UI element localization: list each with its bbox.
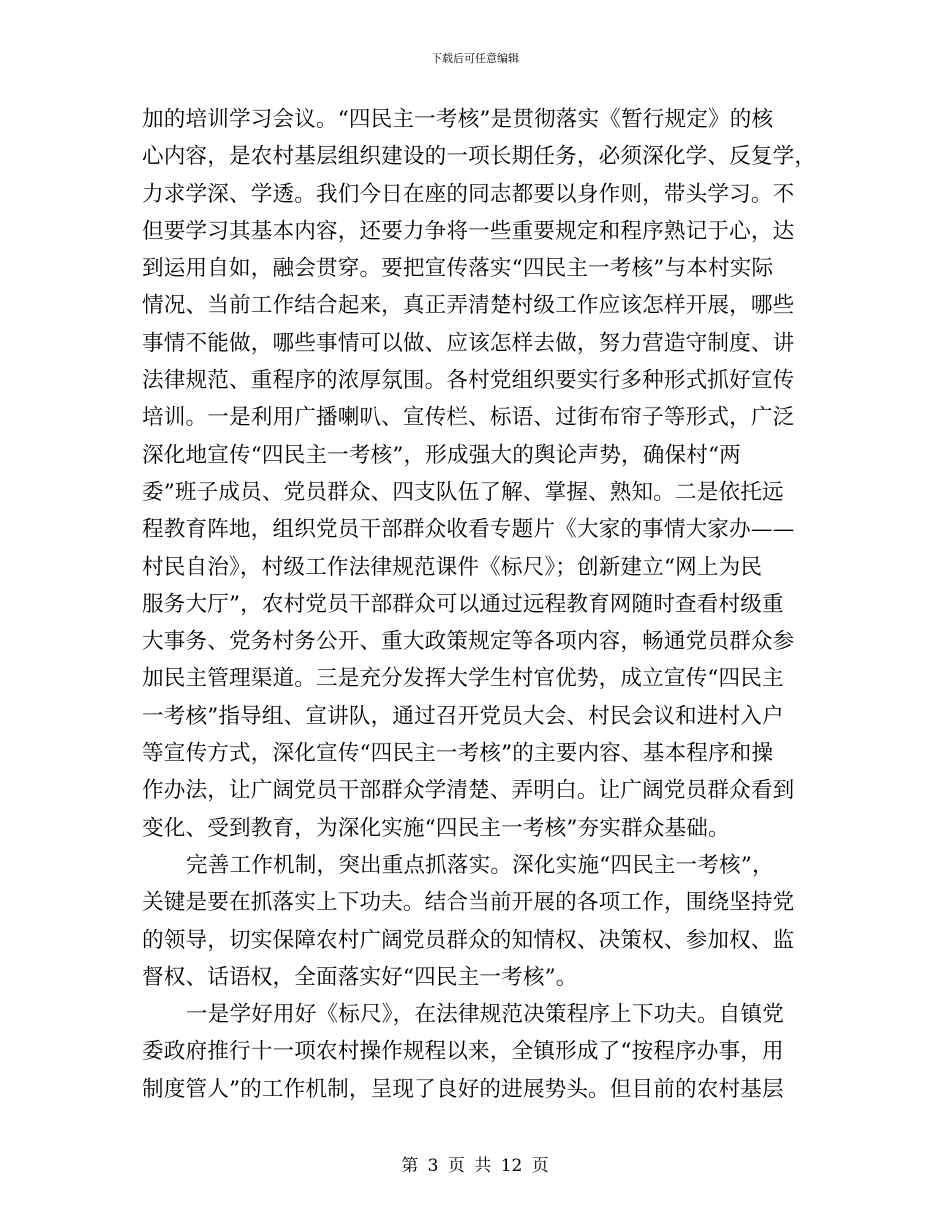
body-line: 深化地宣传“四民主一考核”，形成强大的舆论声势，确保村“两 <box>142 442 741 468</box>
body-line: 情况、当前工作结合起来，真正弄清楚村级工作应该怎样开展，哪些 <box>142 293 795 319</box>
body-line: 法律规范、重程序的浓厚氛围。各村党组织要实行多种形式抓好宣传 <box>142 368 795 394</box>
body-line: 服务大厅”，农村党员干部群众可以通过远程教育网随时查看村级重 <box>142 591 784 617</box>
body-line: 到运用自如，融会贯穿。要把宣传落实“四民主一考核”与本村实际 <box>142 256 774 282</box>
paragraph-first-line: 一是学好用好《标尺》，在法律规范决策程序上下功夫。自镇党 <box>186 1002 785 1028</box>
body-line: 变化、受到教育，为深化实施“四民主一考核”夯实群众基础。 <box>142 815 730 841</box>
body-line: 委政府推行十一项农村操作规程以来，全镇形成了“按程序办事，用 <box>142 1039 784 1065</box>
body-line: 但要学习其基本内容，还要力争将一些重要规定和程序熟记于心，达 <box>142 218 795 244</box>
body-line: 加的培训学习会议。“四民主一考核”是贯彻落实《暂行规定》的核 <box>142 107 774 132</box>
body-line: 力求学深、学透。我们今日在座的同志都要以身作则，带头学习。不 <box>142 181 795 207</box>
body-line: 关键是要在抓落实上下功夫。结合当前开展的各项工作，围绕坚持党 <box>142 890 795 916</box>
body-line: 加民主管理渠道。三是充分发挥大学生村官优势，成立宣传“四民主 <box>142 666 784 692</box>
paragraph-first-line: 完善工作机制，突出重点抓落实。深化实施“四民主一考核”， <box>186 852 774 878</box>
body-line: 心内容，是农村基层组织建设的一项长期任务，必须深化学、反复学， <box>142 144 817 170</box>
body-line: 事情不能做，哪些事情可以做、应该怎样去做，努力营造守制度、讲 <box>142 330 795 356</box>
document-body <box>142 101 817 1108</box>
body-line: 程教育阵地，组织党员干部群众收看专题片《大家的事情大家办—— <box>142 517 795 543</box>
body-line: 制度管人”的工作机制，呈现了良好的进展势头。但目前的农村基层 <box>142 1076 784 1102</box>
body-line: 村民自治》，村级工作法律规范课件《标尺》；创新建立“网上为民 <box>142 554 763 580</box>
body-line: 培训。一是利用广播喇叭、宣传栏、标语、过街布帘子等形式，广泛 <box>142 405 795 431</box>
body-line: 督权、话语权，全面落实好“四民主一考核”。 <box>142 964 578 990</box>
body-line: 委”班子成员、党员群众、四支队伍了解、掌握、熟知。二是依托远 <box>142 479 784 505</box>
page-number-footer: 第 3 页 共 12 页 <box>401 1156 549 1176</box>
body-line: 作办法，让广阔党员干部群众学清楚、弄明白。让广阔党员群众看到 <box>142 778 795 804</box>
page-header: 下载后可任意编辑 <box>431 52 519 65</box>
body-line: 等宣传方式，深化宣传“四民主一考核”的主要内容、基本程序和操 <box>142 741 774 767</box>
body-line: 大事务、党务村务公开、重大政策规定等各项内容，畅通党员群众参 <box>142 629 795 655</box>
body-line: 的领导，切实保障农村广阔党员群众的知情权、决策权、参加权、监 <box>142 927 795 953</box>
body-line: 一考核”指导组、宣讲队，通过召开党员大会、村民会议和进村入户 <box>142 703 784 729</box>
